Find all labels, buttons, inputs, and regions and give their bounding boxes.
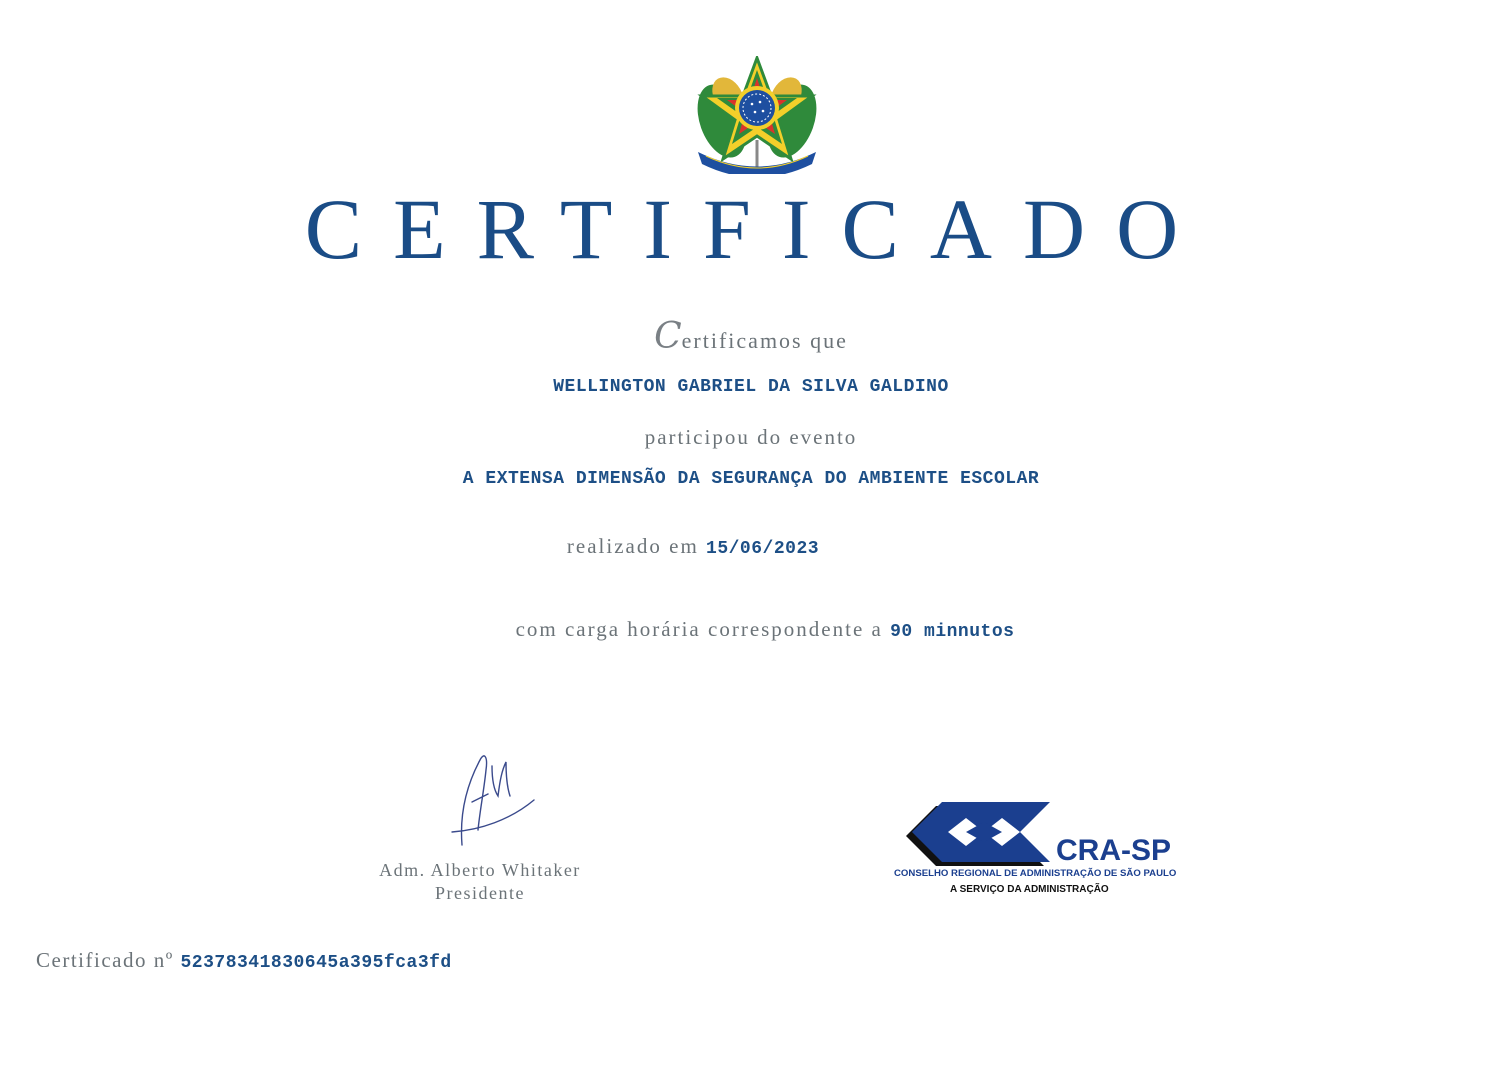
intro-line xyxy=(0,316,1502,357)
intro-text: ertificamos que xyxy=(681,328,848,353)
hours-label: com carga horária correspondente a xyxy=(515,617,883,641)
signatory-block xyxy=(330,859,630,905)
realized-label: realizado em xyxy=(566,534,699,558)
signatory-role: Presidente xyxy=(435,883,525,903)
logo-org-name: CONSELHO REGIONAL DE ADMINISTRAÇÃO DE SÃO PAULO xyxy=(894,868,1177,879)
handwritten-signature xyxy=(440,750,550,850)
certificate-number-line xyxy=(36,948,452,973)
realized-line xyxy=(0,534,1502,559)
certificate-title: CERTIFICADO xyxy=(304,181,1210,277)
recipient-name: WELLINGTON GABRIEL DA SILVA GALDINO xyxy=(553,377,949,397)
hours-value: 90 minnutos xyxy=(890,622,1015,642)
event-date: 15/06/2023 xyxy=(706,539,820,559)
hours-line xyxy=(0,617,1502,642)
brazil-coat-of-arms-icon xyxy=(692,56,822,174)
event-name: A EXTENSA DIMENSÃO DA SEGURANÇA DO AMBIENTE ESCOLAR xyxy=(462,469,1040,489)
cra-sp-logo xyxy=(890,796,1210,902)
intro-dropcap: C xyxy=(654,316,682,357)
logo-acronym: CRA-SP xyxy=(1056,834,1172,867)
signatory-name: Adm. Alberto Whitaker xyxy=(379,860,581,880)
certificate-number-label: Certificado nº xyxy=(36,948,174,972)
participation-text: participou do evento xyxy=(644,425,858,449)
logo-tagline: A SERVIÇO DA ADMINISTRAÇÃO xyxy=(950,884,1109,895)
certificate-number: 52378341830645a395fca3fd xyxy=(180,953,452,973)
